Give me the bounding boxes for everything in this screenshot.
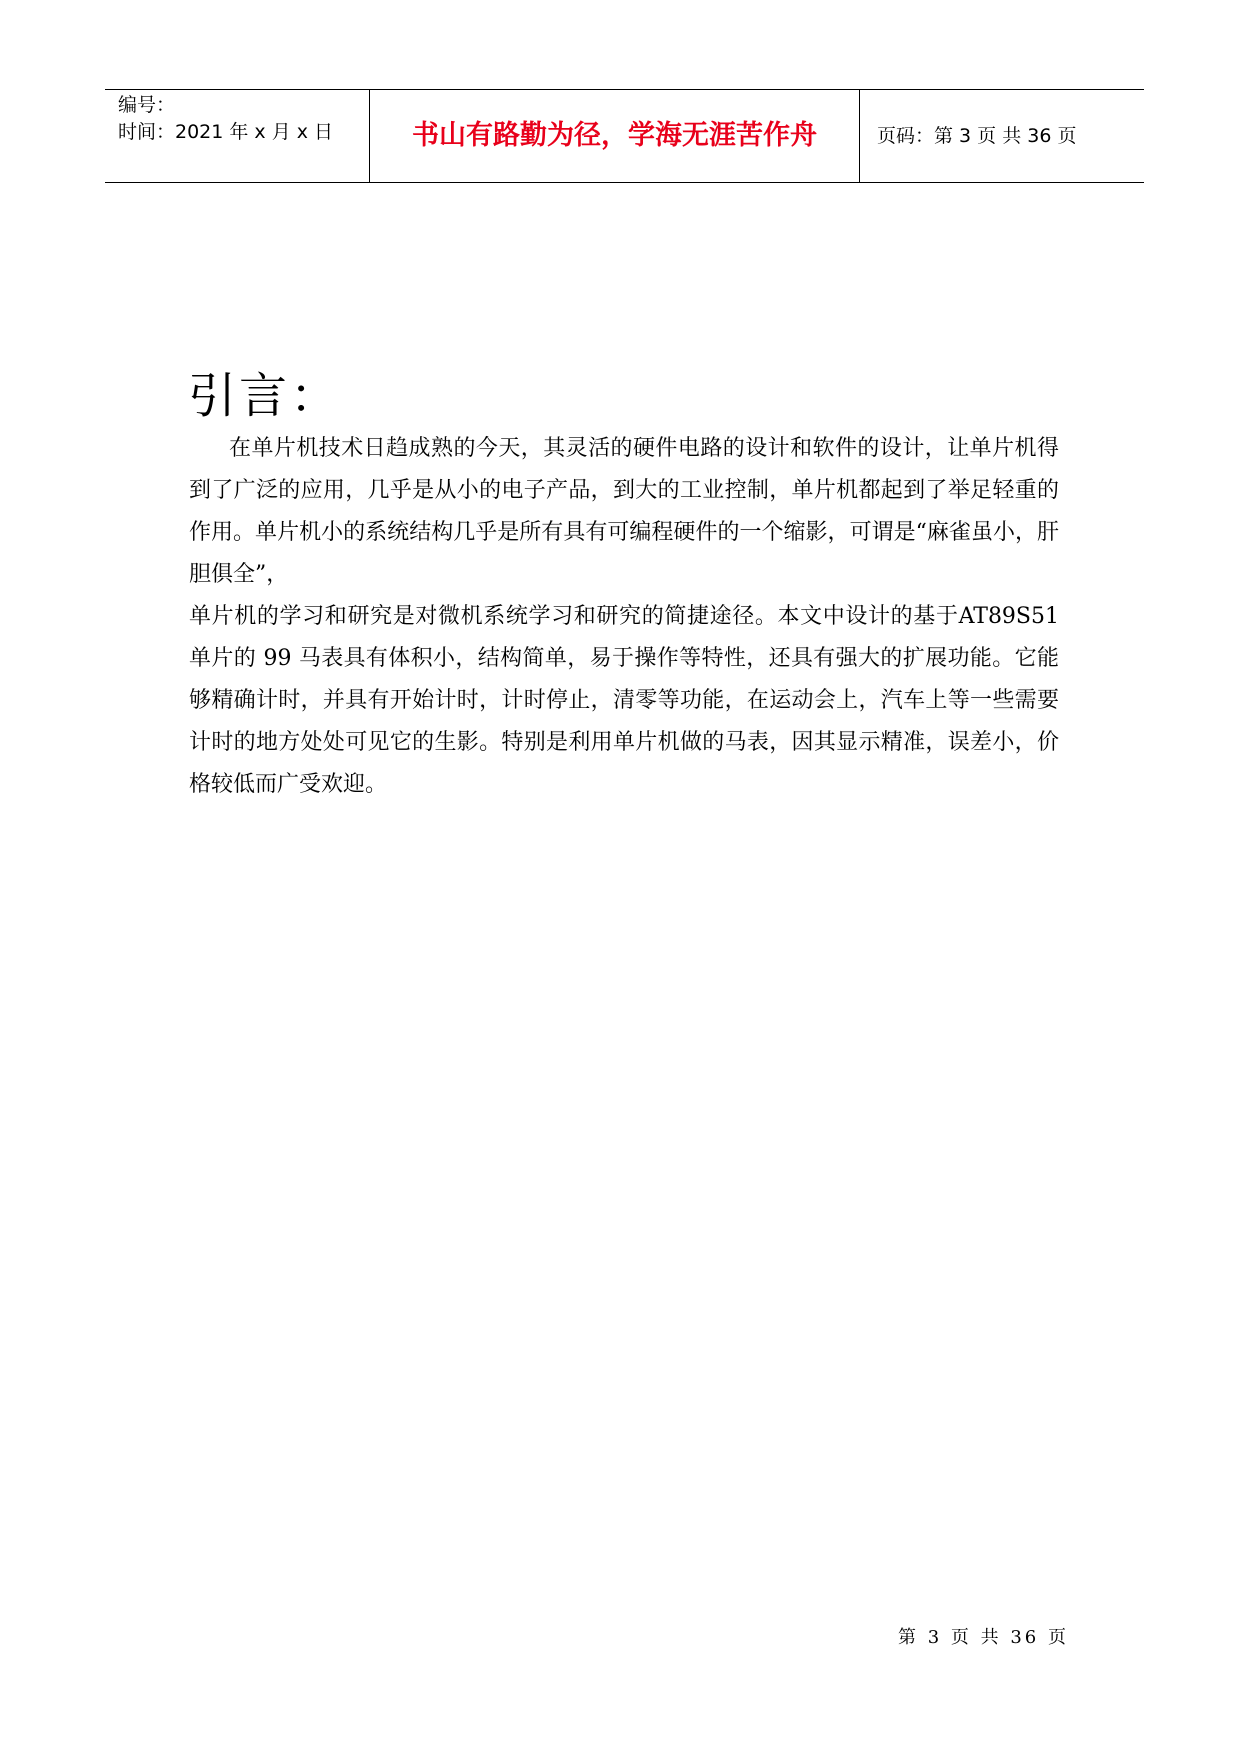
header-motto-cell bbox=[370, 90, 860, 182]
header-page-cell bbox=[860, 90, 1144, 182]
section-title: 引言： bbox=[188, 368, 342, 424]
paragraph-intro: 在单片机技术日趋成熟的今天，其灵活的硬件电路的设计和软件的设计，让单片机得到了广泛的应用，几乎是从小的电子产品，到大的工业控制，单片机都起到了举足轻重的作用。单片机小的系统结构几乎是所有具有可编程硬件的一个缩影，可谓是“麻雀虽小，肝胆俱全”， bbox=[189, 436, 1059, 587]
document-body bbox=[189, 428, 1059, 806]
motto-text: 书山有路勤为径，学海无涯苦作舟 bbox=[412, 120, 817, 151]
header-table bbox=[105, 89, 1144, 183]
document-number-label: 编号： bbox=[118, 94, 176, 116]
paragraph-design: 单片机的学习和研究是对微机系统学习和研究的简捷途径。本文中设计的基于AT89S51 单片的 99 马表具有体积小，结构简单，易于操作等特性，还具有强大的扩展功能。它能够精确计时，并具有开始计时，计时停止，清零等功能，在运动会上，汽车上等一些需要计时的地方处处可见它的生影。特别是利用单片机做的马表，因其显示精准，误差小，价格较低而广受欢迎。 bbox=[189, 604, 1059, 797]
document-time: 时间：2021 年 x 月 x 日 bbox=[118, 121, 334, 143]
footer-page-number: 第 3 页 共 36 页 bbox=[898, 1627, 1069, 1648]
header-meta-cell bbox=[105, 90, 370, 182]
header-page-number: 页码：第 3 页 共 36 页 bbox=[877, 125, 1077, 147]
